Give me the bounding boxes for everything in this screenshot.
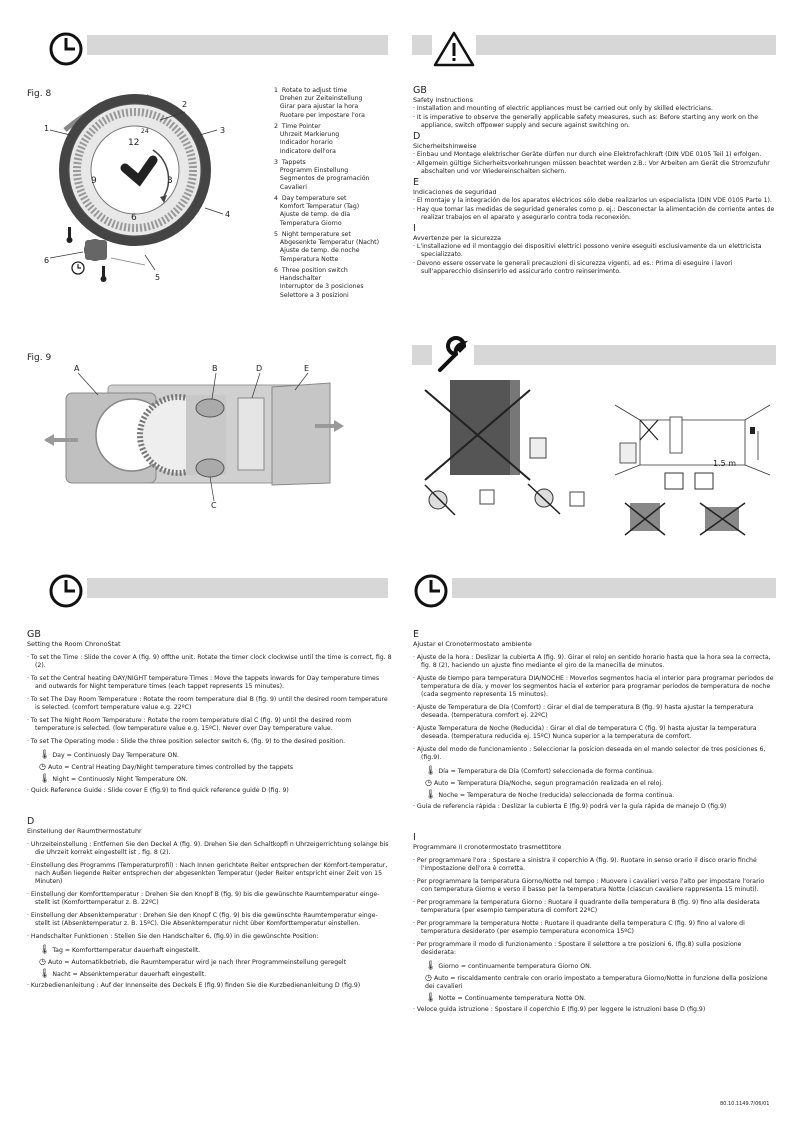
- e-mode-noche: 🌡 Noche = Temperatura de Noche (reducida) seleccionada de forma continua.: [425, 790, 675, 800]
- e-mode-dia: 🌡 Día = Temperatura de Día (Comfort) seleccionada de forma continua.: [425, 766, 654, 776]
- e-lang: E: [413, 629, 420, 640]
- thermometer-sun-icon: 🌡: [39, 945, 51, 955]
- i-item-ora: · Per programmare l'ora : Spostare a sinistra il coperchio A (fig. 9). Ruotare in senso orario il disco orario finché l'impostazione dell'ora è corretta.: [413, 857, 757, 872]
- i-lang: I: [413, 832, 416, 843]
- fig9-label-c: C: [211, 501, 217, 510]
- gb-item-tappets: · To set the Central heating DAY/NIGHT temperature Times : Move the tappets inwards for Day temperature times and outwards for Night temperature times (each tappet represents 15 minutes).: [27, 675, 380, 690]
- clock-icon: [47, 30, 87, 68]
- d-lang: D: [27, 816, 35, 827]
- legend-item-6: 6 Three position switch Handschalter Interruptor de 3 posiciones Selettore a 3 posizioni: [274, 267, 364, 299]
- clock-small-icon: ◷: [425, 973, 432, 982]
- i-item-guida: · Veloce guida istruzione : Spostare il coperchio E (fig.9) per leggere le istruzioni base D (fig.9): [413, 1006, 706, 1013]
- legend-item-4: 4 Day temperature set Komfort Temperatur (Tag) Ajuste de temp. de día Temperatura Giorno: [274, 195, 360, 227]
- d-item-programm: · Einstellung des Programms (Temperaturprofil) : Nach Innen gerichtete Reiter entsprechen der Komfort-temperatur, nach Außen liegende Reiter entsprechen der abgesenkten Temperatur (Jeder Reiter entspricht einer Zeit von 15 Minuten): [27, 862, 388, 885]
- e-item-guia: · Guía de referencia rápida : Deslizar la cubierta E (fig.9) podrá ver la guía rápida de manejo D (fig.9): [413, 803, 727, 810]
- legend-item-5: 5 Night temperature set Abgesenkte Temperatur (Nacht) Ajuste de temp. de noche Temperatura Notte: [274, 231, 380, 263]
- legend-item-1: 1 Rotate to adjust time Drehen zur Zeiteinstellung Girar para ajustar la hora Ruotare per impostare l'ora: [274, 87, 365, 119]
- i-item-giorno: · Per programmare la temperatura Giorno : Ruotare il quadrante della temperatura B (fig. 9) fino alla desiderata temperatura (per esempio temperatura di comfort 22ºC): [413, 899, 760, 914]
- i-mode-auto: ◷ Auto = riscaldamento centrale con orario impostato a temperatura Giorno/Notte in funzione della posizione dei cavalieri: [425, 973, 768, 990]
- i-section: [413, 831, 777, 1019]
- d-item-kurz: · Kurzbedienanleitung : Auf der Innenseite des Deckels E (fig.9) finden Sie die Kurzbedienanleitung D (fig.9): [27, 982, 361, 989]
- thermometer-sun-icon: 🌡: [425, 961, 437, 971]
- callout-5: 5: [155, 273, 161, 282]
- gb-section: [27, 628, 392, 800]
- i-item-notte: · Per programmare la temperatura Notte : Ruotare il quadrante della temperatura C (fig. 9) fino al valore di temperatura desiderato (per esempio temperatura economica 15ºC): [413, 920, 745, 935]
- gb-heading: Setting the Room ChronoStat: [27, 640, 121, 648]
- clock-small-icon: ◷: [39, 762, 46, 771]
- safety-section-e: E Indicaciones de seguridad · El montaje y la integración de los aparatos eléctricos sólo debe realizarlos un especialista (DIN VDE 0105 Parte 1). · Hay que tomar las medidas de seguridad generales como p. ej.: Desconectar la alimentación de corriente antes de realizar trabajos en el aparato y asegurarlo contra toda reconexión.: [413, 177, 775, 221]
- gb-item-night-temp: · To set The Night Room Temperature : Rotate the room temperature dial C (fig. 9) until the desired room temperature is selected. (low temperature value e.g. 15ºC). Never over Day temperature value.: [27, 717, 352, 732]
- header-bar-clock-top: [47, 35, 388, 55]
- i-item-modo: · Per programmare il modo di funzionamento : Spostare il selettore a tre posizioni 6, (fig.8) sulla posizione desiderata:: [413, 941, 742, 956]
- installation-room-illustration: [610, 395, 780, 545]
- gb-item-mode: · To set The Operating mode : Slide the three position selector switch 6, (fig. 9) to the desired position.: [27, 738, 346, 745]
- d-mode-nacht: 🌡 Nacht = Absenktemperatur dauerhaft eingestellt.: [39, 969, 207, 979]
- clock-number-24: 24: [141, 128, 149, 135]
- clock-number-9: 9: [91, 176, 97, 186]
- callout-3: 3: [220, 126, 226, 135]
- fig9-label-a: A: [74, 364, 80, 373]
- installation-bad-placement-illustration: [420, 380, 590, 520]
- gb-item-time: · To set the Time : Slide the cover A (fig. 9) offthe unit. Rotate the timer clock clockwise until the time is correct, fig. 8 (2).: [27, 654, 392, 669]
- gb-mode-day: 🌡 Day = Continuosly Day Temperature ON.: [39, 750, 179, 760]
- fig8-legend: [274, 87, 394, 303]
- d-heading: Einstellung der Raumthermostatuhr: [27, 827, 142, 835]
- header-bar-clock-gb-d: [47, 578, 388, 598]
- e-item-noche: · Ajuste Temperatura de Noche (Reducida) : Girar el dial de temperatura C (fig. 9) hasta ajustar la temperatura deseada. (temperatura reducida ej. 15ºC) Nunca superior a la temperatura de comfort.: [413, 725, 757, 740]
- gb-item-day-temp: · To set The Day Room Temperature : Rotate the room temperature dial B (fig. 9) until the desired room temperature is selected. (comfort temperature value e.g. 22ºC): [27, 696, 388, 711]
- i-mode-giorno: 🌡 Giorno = continuamente temperatura Giorno ON.: [425, 961, 592, 971]
- gb-item-quickref: · Quick Reference Guide : Slide cover E (fig.9) to find quick reference guide D (fig. 9): [27, 787, 289, 794]
- gb-mode-auto: ◷ Auto = Central Heating Day/Night temperature times controlled by the tappets: [39, 762, 294, 771]
- wrench-icon: [432, 336, 474, 376]
- legend-item-3: 3 Tappets Programm Einstellung Segmentos de programación Cavalieri: [274, 159, 370, 191]
- fig9-label-e: E: [304, 364, 310, 373]
- fig8-clock-illustration: [35, 90, 250, 295]
- clock-icon-gb-d: [47, 571, 87, 611]
- header-bar-clock-e-i: [412, 578, 776, 598]
- thermometer-moon-icon: 🌡: [39, 969, 51, 979]
- e-item-tiempo: · Ajuste de tiempo para temperatura DIA/NOCHE : Moverlos segmentos hacia el interior para programar periodos de temperatura de día, y mover los segmentos hacia el exterior para programar periodos de temperatura de noche (cada segmento representa 15 minutos).: [413, 675, 774, 698]
- i-heading: Programmare il cronotermostato trasmettitore: [413, 843, 562, 851]
- safety-section-gb: GB Safety instructions · Installation and mounting of electric appliances must be carried out only by skilled electricians. · It is imperative to observe the generally applicable safety measures, such as: Before starting any work on the appliance, switch offpower supply and secure against switching on.: [413, 85, 758, 129]
- thermometer-sun-icon: 🌡: [39, 750, 51, 760]
- gb-lang: GB: [27, 629, 41, 640]
- fig9-label-d: D: [256, 364, 263, 373]
- thermometer-moon-icon: 🌡: [425, 993, 437, 1003]
- i-item-tempo: · Per programmare la temperatura Giorno/Notte nel tempo : Muovere i cavalieri verso l'alto per impostare l'orario con temperatura Giorno e verso il basso per la temperatura Notte (ciascun cavaliere rappresenta 15 minuti).: [413, 878, 765, 893]
- height-label: 1.5 m: [713, 459, 737, 468]
- d-mode-tag: 🌡 Tag = Komforttemperatur dauerhaft eingestellt.: [39, 945, 201, 955]
- e-heading: Ajustar el Cronotermostato ambiente: [413, 640, 532, 648]
- callout-6: 6: [44, 256, 50, 265]
- d-item-handschalter: · Handschalter Funktionen : Stellen Sie den Handschalter 6, (fig.9) in die gewünschte Position:: [27, 933, 319, 940]
- document-code: 80.10.1149.7/06/01: [720, 1101, 770, 1107]
- clock-number-12: 12: [128, 138, 140, 148]
- e-section: [413, 628, 777, 816]
- callout-2: 2: [182, 100, 188, 109]
- d-item-uhrzeit: · Uhrzeiteinstellung : Entfernen Sie den Deckel A (fig. 9). Drehen Sie den Schaltkopfi n Uhrzeigerrichtung solange bis die Uhrzeit korrekt eingestellt ist , fig. 8 (2).: [27, 841, 389, 856]
- safety-section-d: D Sicherheitshinweise · Einbau und Montage elektrischer Geräte dürfen nur durch eine Elektrofachkraft (DIN VDE 0105 Teil 1) erfolgen. · Allgemein gültige Sicherheitsvorkehrungen müssen beachtet werden z.B.: Vor Arbeiten am Gerät die Stromzufuhr abschalten und vor Wiedereinschalten sichern.: [413, 131, 770, 175]
- fig9-title: Fig. 9: [27, 353, 52, 363]
- thermometer-sun-icon: 🌡: [425, 766, 437, 776]
- thermometer-moon-icon: 🌡: [425, 790, 437, 800]
- d-item-komfort: · Einstellung der Komforttemperatur : Drehen Sie den Knopf B (fig. 9) bis die gewünschte Raumtemperatur einge-stellt ist (Komforttemperatur z. B. 22ºC): [27, 891, 380, 906]
- fig9-device-illustration: [40, 365, 360, 515]
- d-mode-auto: ◷ Auto = Automatikbetrieb, die Raumtemperatur wird je nach Ihrer Programmeinstellung geregelt: [39, 957, 347, 966]
- clock-number-3: 3: [167, 176, 173, 186]
- clock-small-icon: ◷: [39, 957, 46, 966]
- safety-section-i: I Avvertenze per la sicurezza · L'installazione ed il montaggio dei dispositivi elettrici possono venire eseguiti esclusivamente da un elettricista specializzato. · Devono essere osservate le generali precauzioni di sicurezza vigenti, ad es.: Prima di eseguire i lavori sull'apparecchio disinserirlo ed assicurarlo contro reinserimento.: [413, 223, 762, 275]
- e-item-dia: · Ajuste de Temperatura de Día (Comfort) : Girar el dial de temperatura B (fig. 9) hasta ajustar la temperatura deseada. (temperatura comfort ej. 22ºC): [413, 704, 754, 719]
- clock-icon-e-i: [412, 571, 452, 611]
- gb-mode-night: 🌡 Night = Continuosly Night Temperature ON.: [39, 774, 188, 784]
- e-mode-auto: ◷ Auto = Temperatura Día/Noche, segun programación realizada en el reloj.: [425, 778, 664, 787]
- d-section: [27, 815, 392, 995]
- i-mode-notte: 🌡 Notte = Continuamente temperatura Notte ON.: [425, 993, 586, 1003]
- clock-number-6: 6: [131, 213, 137, 223]
- d-item-absenk: · Einstellung der Absenktemperatur : Drehen Sie den Knopf C (fig. 9) bis die gewünschte Raumtemperatur einge-stellt ist (Absenktemperatur z. B. 15ºC). Die Absenktemperatur nicht über Komforttemperatur einstellen.: [27, 912, 378, 927]
- safety-instructions: [413, 84, 783, 277]
- fig9-label-b: B: [212, 364, 218, 373]
- callout-4: 4: [225, 210, 231, 219]
- thermometer-moon-icon: 🌡: [39, 774, 51, 784]
- clock-small-icon: ◷: [425, 778, 432, 787]
- warning-icon: [432, 30, 476, 68]
- e-item-hora: · Ajuste de la hora : Deslizar la cubierta A (fig. 9). Girar el reloj en sentido horario hasta que la hora sea la correcta, fig. 8 (2), haciendo un ajuste fino mediante el giro de la manecilla de minutos.: [413, 654, 771, 669]
- callout-1: 1: [44, 124, 50, 133]
- legend-item-2: 2 Time Pointer Uhrzeit Markierung Indicador horario Indicatore dell'ora: [274, 123, 340, 155]
- e-item-modo: · Ajuste del modo de funcionamiento : Seleccionar la posicion deseada en el mando selector de tres posiciones 6, (fig.9).: [413, 746, 766, 761]
- fig8-title: Fig. 8: [27, 89, 52, 99]
